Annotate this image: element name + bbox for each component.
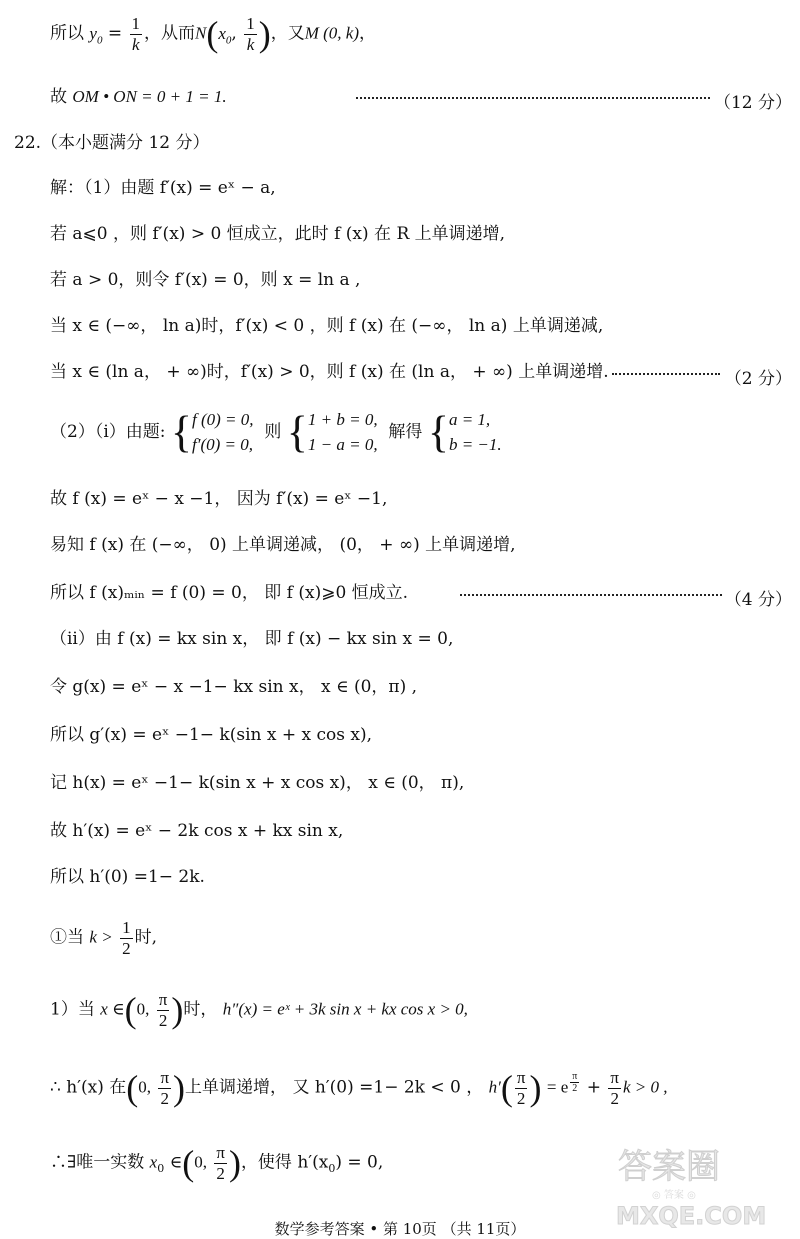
q22-line-5: 当 x ∈ (ln a， + ∞)时，f′(x) > 0，则 f (x) 在 (ln a， + ∞) 上单调递增. — [50, 362, 609, 382]
q22-line-3: 若 a > 0，则令 f′(x) = 0，则 x = ln a , — [50, 270, 361, 290]
watermark-top: 答案圈 — [618, 1147, 720, 1187]
q22-line-16: ①当 k > $\frac{1}{2}$ 时, — [50, 918, 157, 958]
watermark-logo — [612, 1138, 792, 1230]
q22-line-1: 解：（1）由题 f′(x) = eˣ − a, — [50, 178, 276, 198]
q22-line-18: ∴ h′(x) 在(0, $\frac{\pi}{2}$ )上单调递增， 又 h′(0) =1− 2k < 0 ， h′( $\frac{\pi}{2}$ ) = e $^{\frac{\pi}{2}}$ + $\frac{\pi}{2}$ k > 0 , — [50, 1068, 668, 1109]
q22-line-2: 若 a⩽0 ，则 f′(x) > 0 恒成立，此时 f (x) 在 R 上单调递增, — [50, 224, 506, 244]
fraction-1-over-k-2: $\frac{1}{k}$ — [246, 14, 255, 54]
system-1: f (0) = 0, f′(0) = 0, — [192, 410, 254, 454]
fraction-pi-over-2: $\frac{\pi}{2}$ — [160, 1068, 170, 1108]
system-3: a = 1, b = −1. — [448, 410, 502, 454]
fraction-pi-over-2: $\frac{\pi}{2}$ — [516, 1068, 526, 1108]
q22-line-6-system: （2）（i）由题: { f (0) = 0, f′(0) = 0, 则 { 1 + b = 0, 1 − a = 0, 解得 { a = 1, b = −1. — [50, 407, 502, 457]
q22-line-7: 故 f (x) = eˣ − x −1， 因为 f′(x) = eˣ −1, — [50, 489, 388, 509]
score-2: （2 分） — [724, 369, 792, 389]
q22-line-15: 所以 h′(0) =1− 2k. — [50, 867, 205, 887]
score-leader-dots — [356, 97, 710, 99]
q21-line-2: 故 OM • ON = 0 + 1 = 1. — [50, 87, 227, 107]
q22-header: 22.（本小题满分 12 分） — [14, 133, 210, 153]
q22-line-14: 故 h′(x) = eˣ − 2k cos x + kx sin x, — [50, 821, 344, 841]
fraction-pi-over-2: $\frac{\pi}{2}$ — [216, 1143, 225, 1183]
score-12: （12 分） — [713, 93, 792, 113]
q22-line-10: （ii）由 f (x) = kx sin x， 即 f (x) − kx sin x = 0, — [50, 629, 454, 649]
q22-line-19: ∴∃唯一实数 $x_0$ ∈(0, $\frac{\pi}{2}$ )，使得 $h'(x_0) = 0$, — [50, 1143, 384, 1184]
watermark-sub: ◎ 答案 ◎ — [652, 1190, 696, 1201]
q22-line-11: 令 g(x) = eˣ − x −1− kx sin x， x ∈ (0，π) , — [50, 677, 418, 697]
fraction-1-over-k: $\frac{1}{k}$ — [131, 14, 141, 54]
page-footer: 数学参考答案 • 第 10页 （共 11页） — [274, 1220, 526, 1238]
q22-line-8: 易知 f (x) 在 (−∞， 0) 上单调递减， (0， + ∞) 上单调递增, — [50, 535, 516, 555]
q22-line-12: 所以 g′(x) = eˣ −1− k(sin x + x cos x), — [50, 725, 373, 745]
q22-line-9: 所以 f (x)ₘᵢₙ = f (0) = 0， 即 f (x)⩾0 恒成立. — [50, 583, 409, 603]
score-4: （4 分） — [724, 590, 792, 610]
fraction-pi-over-2: $\frac{\pi}{2}$ — [158, 990, 168, 1030]
q22-line-13: 记 h(x) = eˣ −1− k(sin x + x cos x)， x ∈ (0， π), — [50, 773, 465, 793]
dot-product-expr: OM • ON = 0 + 1 = 1. — [72, 87, 227, 106]
score-leader-dots — [612, 373, 720, 375]
fraction-1-over-2: $\frac{1}{2}$ — [122, 918, 131, 958]
q22-line-17: 1）当 x ∈(0, $\frac{\pi}{2}$ )时， h″(x) = eˣ + 3k sin x + kx cos x > 0, — [50, 990, 468, 1031]
q22-line-4: 当 x ∈ (−∞， ln a)时，f′(x) < 0 ，则 f (x) 在 (−∞， ln a) 上单调递减, — [50, 316, 604, 336]
q21-line-1: 所以 $y_0$ = $\frac{1}{k}$ ，从而$N(x_0$, $\frac{1}{k}$ )，又M (0, k)， — [50, 14, 376, 55]
watermark-bottom: MXQE.COM — [616, 1202, 767, 1230]
fraction-pi-over-2: $\frac{\pi}{2}$ — [610, 1068, 619, 1108]
system-2: 1 + b = 0, 1 − a = 0, — [307, 410, 378, 454]
score-leader-dots — [460, 594, 722, 596]
